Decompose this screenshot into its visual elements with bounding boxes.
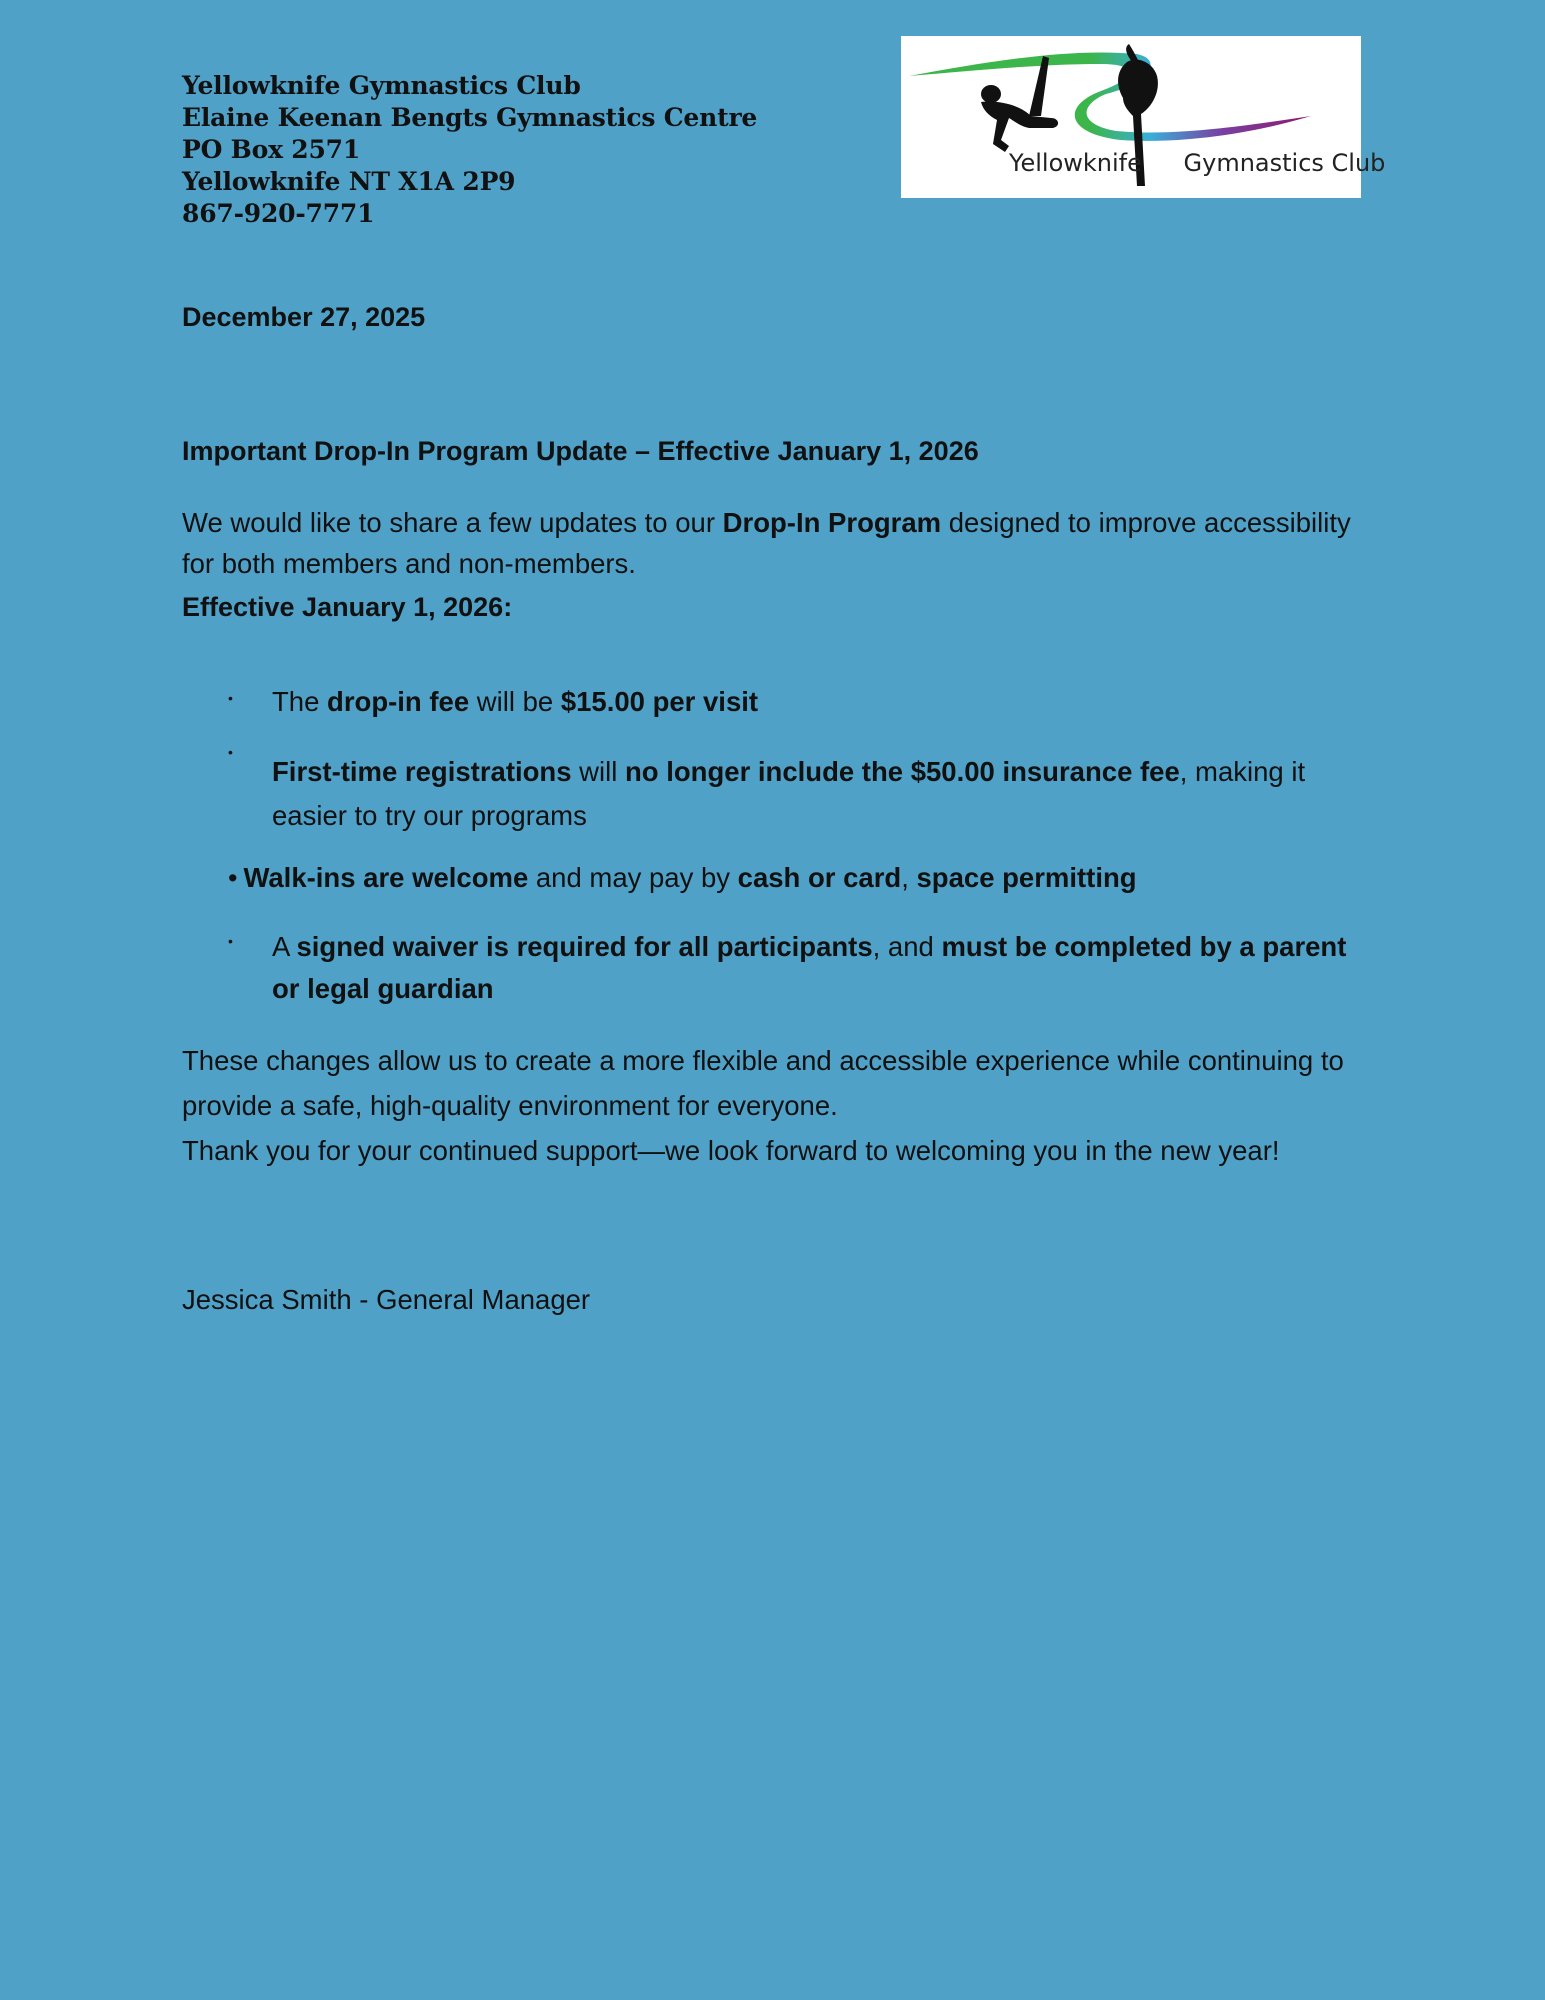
closing-line-thanks: Thank you for your continued support—we look forward to welcoming you in the new year! xyxy=(182,1135,1280,1166)
bullet-text: The xyxy=(272,686,328,717)
intro-paragraph xyxy=(182,502,1362,584)
logo-wordmark xyxy=(1009,149,1385,177)
address-line-club: Yellowknife Gymnastics Club xyxy=(182,71,581,100)
bullet-text: will be xyxy=(469,686,561,717)
logo-text-left: Yellowknife xyxy=(1009,149,1142,177)
bullet-text-bold: must be completed by a parent or legal guardian xyxy=(272,931,1347,1004)
address-line-city: Yellowknife NT X1A 2P9 xyxy=(182,167,516,196)
address-line-centre: Elaine Keenan Bengts Gymnastics Centre xyxy=(182,103,758,132)
letter-date: December 27, 2025 xyxy=(182,302,426,332)
signature-line: Jessica Smith - General Manager xyxy=(182,1284,591,1315)
club-logo xyxy=(901,36,1386,198)
intro-text-bold: Drop-In Program xyxy=(722,507,942,538)
sender-address xyxy=(182,70,757,230)
letter-subject: Important Drop-In Program Update – Effective January 1, 2026 xyxy=(182,436,979,466)
intro-text-after: designed to improve accessibility for both members and non-members. xyxy=(182,507,1351,579)
bullet-icon: • xyxy=(228,863,238,893)
address-line-phone: 867-920-7771 xyxy=(182,199,375,228)
bullet-icon: • xyxy=(228,690,233,706)
bullet-text: A xyxy=(272,931,297,962)
bullet-text-bold: space permitting xyxy=(916,862,1137,893)
bullet-text: will xyxy=(571,756,625,787)
bullet-text-bold: drop-in fee xyxy=(327,686,470,717)
logo-text-right: Gymnastics Club xyxy=(1183,149,1386,177)
bullet-text-bold: First-time registrations xyxy=(272,756,572,787)
closing-paragraph xyxy=(182,1038,1372,1173)
bullet-text: , xyxy=(901,862,917,893)
bullet-text-bold: cash or card xyxy=(737,862,902,893)
bullet-text: , making it easier to try our programs xyxy=(272,756,1306,831)
list-item-waiver xyxy=(228,926,1368,1010)
list-item-registration xyxy=(228,742,1368,838)
bullet-icon: • xyxy=(228,933,233,949)
bullet-text-bold: no longer include the $50.00 insurance fee xyxy=(625,756,1180,787)
bullet-text-bold: $15.00 per visit xyxy=(560,686,759,717)
list-item-walk-ins xyxy=(228,856,1137,900)
address-line-pobox: PO Box 2571 xyxy=(182,135,361,164)
bullet-icon: • xyxy=(228,744,233,760)
bullet-text: , and xyxy=(872,931,942,962)
list-item-drop-in-fee xyxy=(228,680,758,724)
intro-text-before: We would like to share a few updates to our xyxy=(182,507,723,538)
bullet-text-bold: signed waiver is required for all participants xyxy=(296,931,873,962)
effective-label: Effective January 1, 2026: xyxy=(182,592,513,622)
bullet-text-bold: Walk-ins are welcome xyxy=(243,862,529,893)
bullet-text: and may pay by xyxy=(528,862,738,893)
closing-line-changes: These changes allow us to create a more flexible and accessible experience while continuing to provide a safe, high-quality environment for everyone. xyxy=(182,1045,1344,1121)
